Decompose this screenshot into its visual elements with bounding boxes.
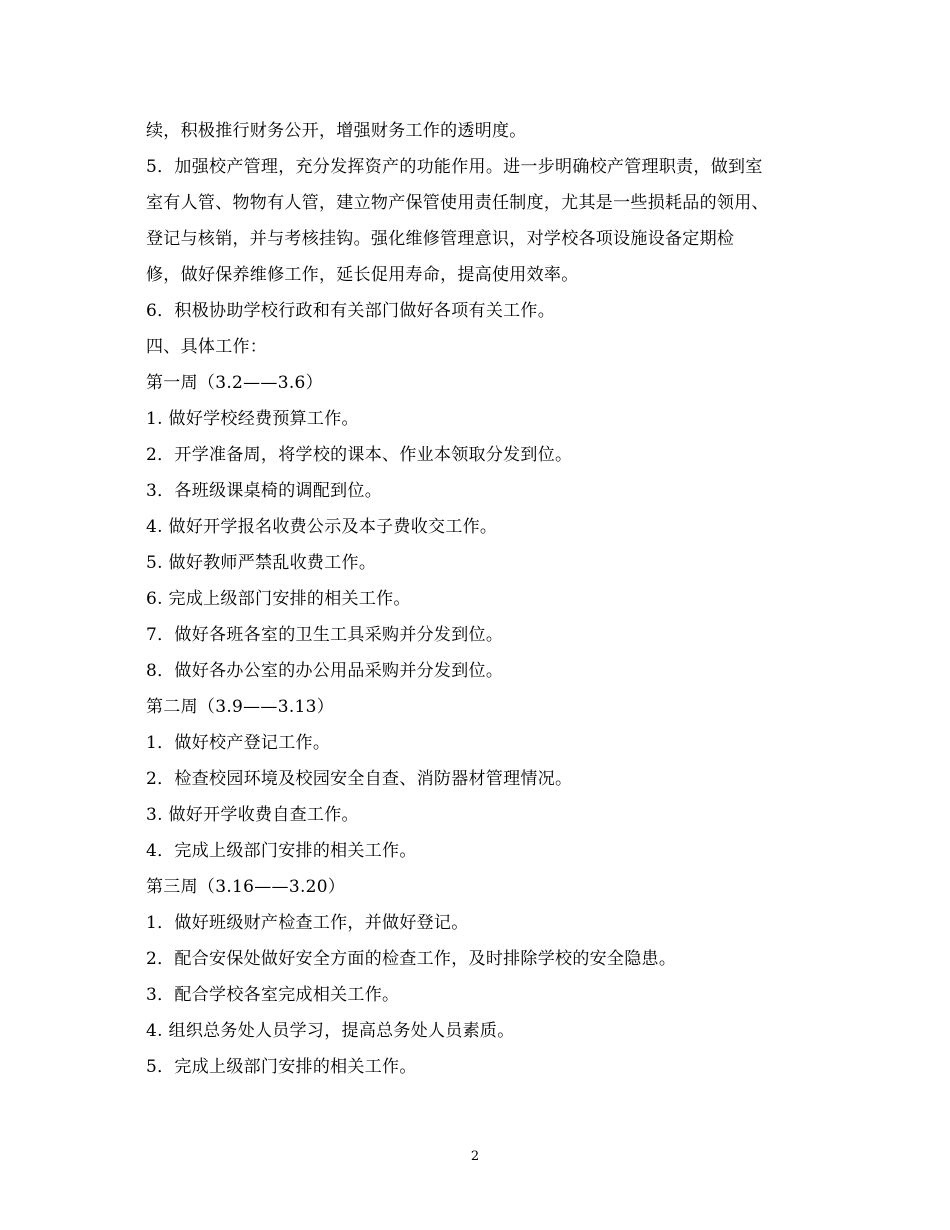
list-item: 2．配合安保处做好安全方面的检查工作，及时排除学校的安全隐患。: [146, 949, 677, 969]
list-item: 6. 完成上级部门安排的相关工作。: [146, 589, 411, 609]
text-line: 6．积极协助学校行政和有关部门做好各项有关工作。: [146, 301, 556, 321]
text-line: 5．加强校产管理，充分发挥资产的功能作用。进一步明确校产管理职责，做到室: [146, 157, 763, 177]
list-item: 3．配合学校各室完成相关工作。: [146, 985, 400, 1005]
week-heading: 第一周（3.2——3.6）: [146, 373, 323, 393]
list-item: 1．做好班级财产检查工作，并做好登记。: [146, 913, 469, 933]
text-line: 室有人管、物物有人管，建立物产保管使用责任制度，尤其是一些损耗品的领用、: [146, 193, 769, 213]
list-item: 3. 做好开学收费自查工作。: [146, 805, 359, 825]
list-item: 5．完成上级部门安排的相关工作。: [146, 1057, 417, 1077]
list-item: 1. 做好学校经费预算工作。: [146, 409, 359, 429]
list-item: 5. 做好教师严禁乱收费工作。: [146, 553, 377, 573]
page-number: 2: [470, 1149, 480, 1164]
list-item: 2．检查校园环境及校园安全自查、消防器材管理情况。: [146, 769, 573, 789]
list-item: 2．开学准备周，将学校的课本、作业本领取分发到位。: [146, 445, 573, 465]
section-heading: 四、具体工作：: [146, 337, 268, 357]
list-item: 7．做好各班各室的卫生工具采购并分发到位。: [146, 625, 504, 645]
list-item: 4. 做好开学报名收费公示及本子费收交工作。: [146, 517, 498, 537]
week-heading: 第三周（3.16——3.20）: [146, 877, 346, 897]
list-item: 4. 组织总务处人员学习，提高总务处人员素质。: [146, 1021, 515, 1041]
list-item: 4．完成上级部门安排的相关工作。: [146, 841, 417, 861]
text-line: 登记与核销，并与考核挂钩。强化维修管理意识，对学校各项设施设备定期检: [146, 229, 735, 249]
list-item: 1．做好校产登记工作。: [146, 733, 331, 753]
document-body: [146, 113, 816, 1085]
list-item: 3．各班级课桌椅的调配到位。: [146, 481, 383, 501]
text-line: 修，做好保养维修工作，延长促用寿命，提高使用效率。: [146, 265, 579, 285]
text-line: 续，积极推行财务公开，增强财务工作的透明度。: [146, 121, 527, 141]
week-heading: 第二周（3.9——3.13）: [146, 697, 335, 717]
list-item: 8．做好各办公室的办公用品采购并分发到位。: [146, 661, 504, 681]
